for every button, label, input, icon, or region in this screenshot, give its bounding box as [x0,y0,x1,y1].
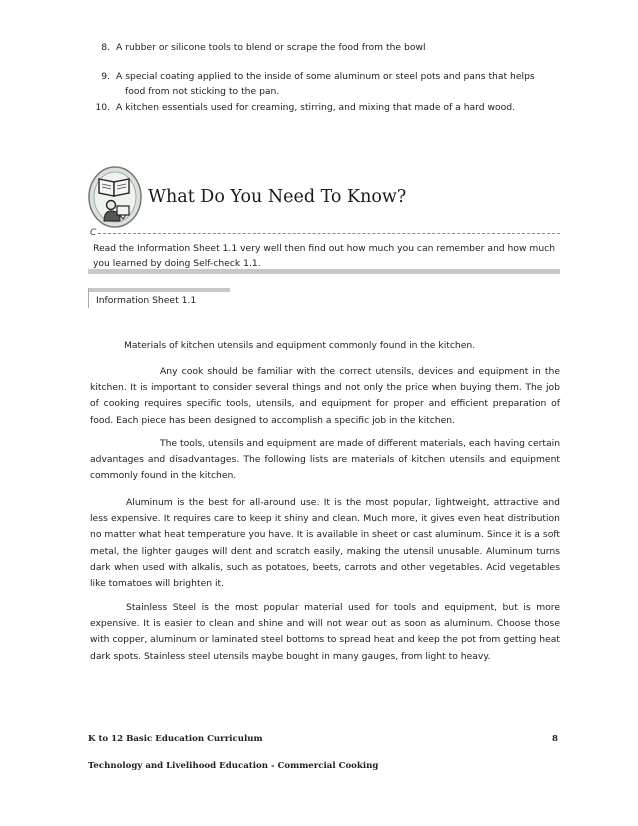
section-title: What Do You Need To Know? [148,187,407,207]
list-text: A kitchen essentials used for creaming, stirring, and mixing that made of a hard wood. [116,102,516,113]
paragraph-stainless-steel [90,600,560,665]
footer-curriculum: K to 12 Basic Education Curriculum [88,734,263,744]
instruction-text [93,242,558,271]
corner-mark: C [90,228,97,238]
footer-subject: Technology and Livelihood Education - Commercial Cooking [88,761,379,771]
paragraph-aluminum [90,495,560,592]
info-sheet-box-left-line [88,288,89,308]
book-reader-icon [87,165,143,229]
paragraph-text: The tools, utensils and equipment are made of different materials, each having certain advantages and disadvantages. The following lists are materials of kitchen utensils and equipment commonly found in the kitchen. [90,438,561,482]
instruction-content: Read the Information Sheet 1.1 very well then find out how much you can remember and how much you learned by doing Self-check 1.1. [93,243,556,269]
banner-icon [87,165,143,229]
paragraph-text: Any cook should be familiar with the correct utensils, devices and equipment in the kitchen. It is important to consider several things and not only the price when buying them. The job of cooking requires specific tools, utensils, and equipment for proper and efficient preparation of food. Each piece has been designed to accomplish a specific job in the kitchen. [90,366,560,426]
section-divider [98,233,560,234]
list-number: 9. [101,71,110,82]
intro-line: Materials of kitchen utensils and equipment commonly found in the kitchen. [124,340,476,351]
paragraph-materials [90,436,560,485]
paragraph-utensils [90,364,560,429]
list-number: 10. [95,102,110,113]
list-item-9-continuation: food from not sticking to the pan. [125,86,280,97]
info-sheet-box-top-shadow [88,288,230,292]
list-text: A special coating applied to the inside of some aluminum or steel pots and pans that helps [116,71,535,82]
list-number: 8. [101,42,110,53]
paragraph-text: Aluminum is the best for all-around use. It is the most popular, lightweight, attractive and less expensive. It requires care to keep it shiny and clean. Much more, it gives even heat distribution no matter what heat temperature you have. It is available in sheet or cast aluminum. Since it is a soft metal, the lighter gauges will dent and scratch easily, making the utensil unusable. Aluminum turns dark when used with alkalis, such as potatoes, beets, carrots and other vegetables. Acid vegetables like tomatoes will brighten it. [90,497,560,590]
instruction-shadow-bar [88,269,560,274]
info-sheet-box [88,288,230,308]
paragraph-text: Stainless Steel is the most popular material used for tools and equipment, but is more expensive. It is easier to clean and shine and will not wear out as soon as aluminum. Choose those with copper, aluminum or laminated steel bottoms to spread heat and keep the pot from getting heat dark spots. Stainless steel utensils maybe bought in many gauges, from light to heavy. [90,602,560,662]
page-number: 8 [552,734,558,744]
info-sheet-label: Information Sheet 1.1 [96,295,197,306]
list-text: A rubber or silicone tools to blend or scrape the food from the bowl [116,42,426,53]
